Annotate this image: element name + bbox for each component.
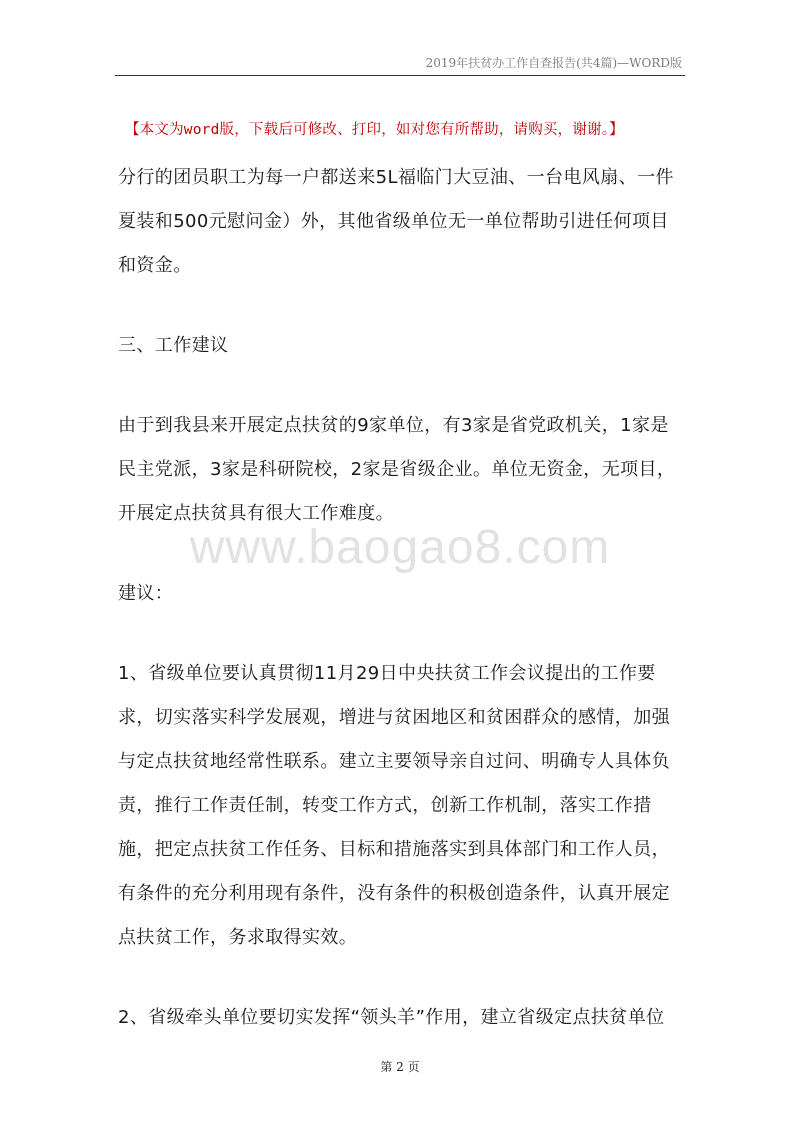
section-heading: 三、工作建议 bbox=[118, 335, 229, 356]
suggestions-label: 建议： bbox=[118, 583, 174, 604]
suggestion-item-1: 1、省级单位要认真贯彻11月29日中央扶贫工作会议提出的工作要求，切实落实科学发展观，增进与贫困地区和贫困群众的感情，加强与定点扶贫地经常性联系。建立主要领导亲自过问、明确专人具体负责，推行工作责任制，转变工作方式，创新工作机制，落实工作措施，把定点扶贫工作任务、目标和措施落实到具体部门和工作人员，有条件的充分利用现有条件，没有条件的积极创造条件，认真开展定点扶贫工作，务求取得实效。 bbox=[118, 663, 670, 948]
download-notice: 【本文为word版，下载后可修改、打印，如对您有所帮助，请购买，谢谢。】 bbox=[125, 122, 624, 138]
suggestion-item-2: 2、省级牵头单位要切实发挥“领头羊”作用，建立省级定点扶贫单位 bbox=[118, 1007, 665, 1028]
paragraph-gap bbox=[118, 536, 686, 572]
header-rule bbox=[115, 75, 685, 76]
paragraph-gap bbox=[118, 288, 686, 324]
paragraph-background: 由于到我县来开展定点扶贫的9家单位，有3家是省党政机关，1家是民主党派，3家是科研院校，2家是省级企业。单位无资金，无项目，开展定点扶贫具有很大工作难度。 bbox=[118, 415, 676, 524]
document-body bbox=[118, 156, 686, 1040]
watermark: www.baogao8.com bbox=[189, 521, 611, 574]
paragraph-gap bbox=[118, 616, 686, 652]
paragraph-gap bbox=[118, 368, 686, 404]
paragraph-continuation: 分行的团员职工为每一户都送来5L福临门大豆油、一台电风扇、一件夏装和500元慰问金）外，其他省级单位无一单位帮助引进任何项目和资金。 bbox=[118, 167, 674, 276]
paragraph-gap bbox=[118, 960, 686, 996]
running-header: 2019年扶贫办工作自查报告(共4篇)—WORD版 bbox=[425, 56, 682, 70]
page-number: 第 2 页 bbox=[380, 1060, 420, 1074]
